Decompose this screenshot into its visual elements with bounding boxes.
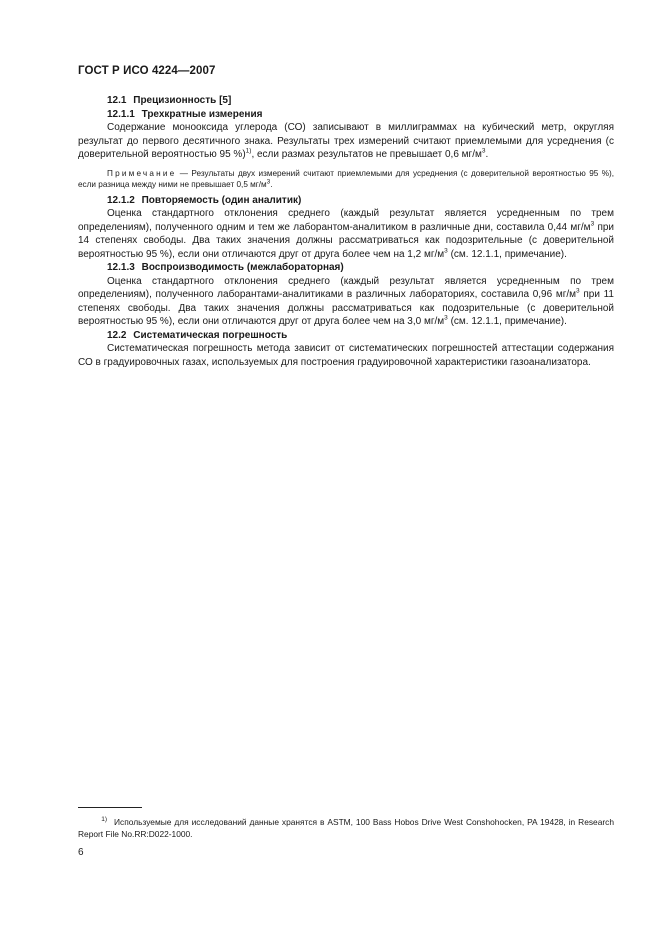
footnote-divider bbox=[78, 807, 142, 808]
footnote bbox=[78, 816, 614, 840]
section-number: 12.1.1 bbox=[107, 108, 135, 120]
document-body bbox=[78, 94, 614, 369]
paragraph-text: при 11 степенях свободы. Два таких значения должны рассматриваться как подозрительные (с доверительной вероятностью 95 %), если они отличаются друг от друга более чем на 3,0 мг/м bbox=[78, 289, 614, 327]
page-number: 6 bbox=[78, 847, 84, 858]
paragraph-reproducibility bbox=[78, 275, 614, 329]
paragraph-text: , если размах результатов не превышает 0,6 мг/м bbox=[251, 149, 482, 160]
section-number: 12.1 bbox=[107, 95, 127, 106]
section-number: 12.1.3 bbox=[107, 262, 135, 273]
paragraph-repeatability bbox=[78, 207, 614, 261]
note-paragraph bbox=[78, 168, 614, 190]
note-text-end: . bbox=[270, 179, 273, 189]
paragraph-text: (см. 12.1.1, примечание). bbox=[447, 248, 567, 260]
superscript: 3 bbox=[444, 314, 448, 322]
paragraph-text: Оценка стандартного отклонения среднего (каждый результат является усредненным по трем определениям), полученного одним и тем же лаборантом-аналитиком в различные дни, составила 0,44 мг/м bbox=[78, 208, 614, 233]
section-title: Систематическая погрешность bbox=[133, 329, 288, 341]
superscript: 3 bbox=[266, 177, 271, 185]
section-number: 12.2 bbox=[107, 329, 127, 341]
footnote-mark-number: 1) bbox=[101, 816, 107, 824]
paragraph-triple-measurements bbox=[78, 121, 614, 162]
section-heading-12-1-3 bbox=[78, 261, 614, 275]
section-heading-12-1-1 bbox=[78, 108, 614, 122]
note-label: Примечание bbox=[107, 168, 177, 178]
paragraph-systematic-error: Систематическая погрешность метода зависит от систематических погрешностей аттестации содержания СО в градуировочных газах, используемых для построения градуировочной характеристики газоанализатора. bbox=[78, 343, 614, 368]
superscript: 3 bbox=[481, 147, 486, 155]
paragraph-text: при 14 степенях свободы. Два таких значения должны рассматриваться как подозрительные (с доверительной вероятностью 95 %), если они отличаются друг от друга более чем на 1,2 мг/м bbox=[78, 221, 615, 260]
section-heading-12-1 bbox=[78, 94, 614, 108]
section-title: Трехкратные измерения bbox=[141, 108, 263, 120]
section-title: Воспроизводимость (межлабораторная) bbox=[141, 262, 344, 273]
footnote-mark bbox=[78, 816, 107, 828]
section-heading-12-2 bbox=[78, 329, 614, 343]
footnote-reference: 1) bbox=[245, 147, 252, 155]
document-header: ГОСТ Р ИСО 4224—2007 bbox=[78, 65, 216, 77]
paragraph-text: Оценка стандартного отклонения среднего (каждый результат является усредненным по трем определениям), полученного лаборантами-аналитиками в различных лабораториях, составила 0,96 мг/м bbox=[78, 275, 614, 300]
paragraph-text: Содержание монооксида углерода (СО) записывают в миллиграммах на кубический метр, округляя результат до первого десятичного знака. Результаты трех измерений считают приемлемыми для усреднения (с доверительной вероятностью 95 %) bbox=[78, 122, 614, 160]
superscript: 3 bbox=[576, 287, 580, 295]
section-heading-12-1-2 bbox=[78, 194, 614, 208]
section-title: Прецизионность [5] bbox=[133, 95, 232, 106]
superscript: 3 bbox=[444, 247, 448, 255]
paragraph-text: (см. 12.1.1, примечание). bbox=[447, 316, 567, 327]
superscript: 3 bbox=[590, 220, 595, 228]
note-text: — Результаты двух измерений считают приемлемыми для усреднения (с доверительной вероятностью 95 %), если разница между ними не превышает 0,5 мг/м bbox=[78, 168, 614, 189]
section-number: 12.1.2 bbox=[107, 194, 135, 206]
paragraph-text: . bbox=[485, 149, 489, 160]
footnote-text: Используемые для исследований данные хранятся в ASTM, 100 Bass Hobos Drive West Conshohocken, PA 19428, in Research Report File No.RR:D022-1000. bbox=[78, 817, 614, 839]
section-title: Повторяемость (один аналитик) bbox=[141, 194, 302, 206]
